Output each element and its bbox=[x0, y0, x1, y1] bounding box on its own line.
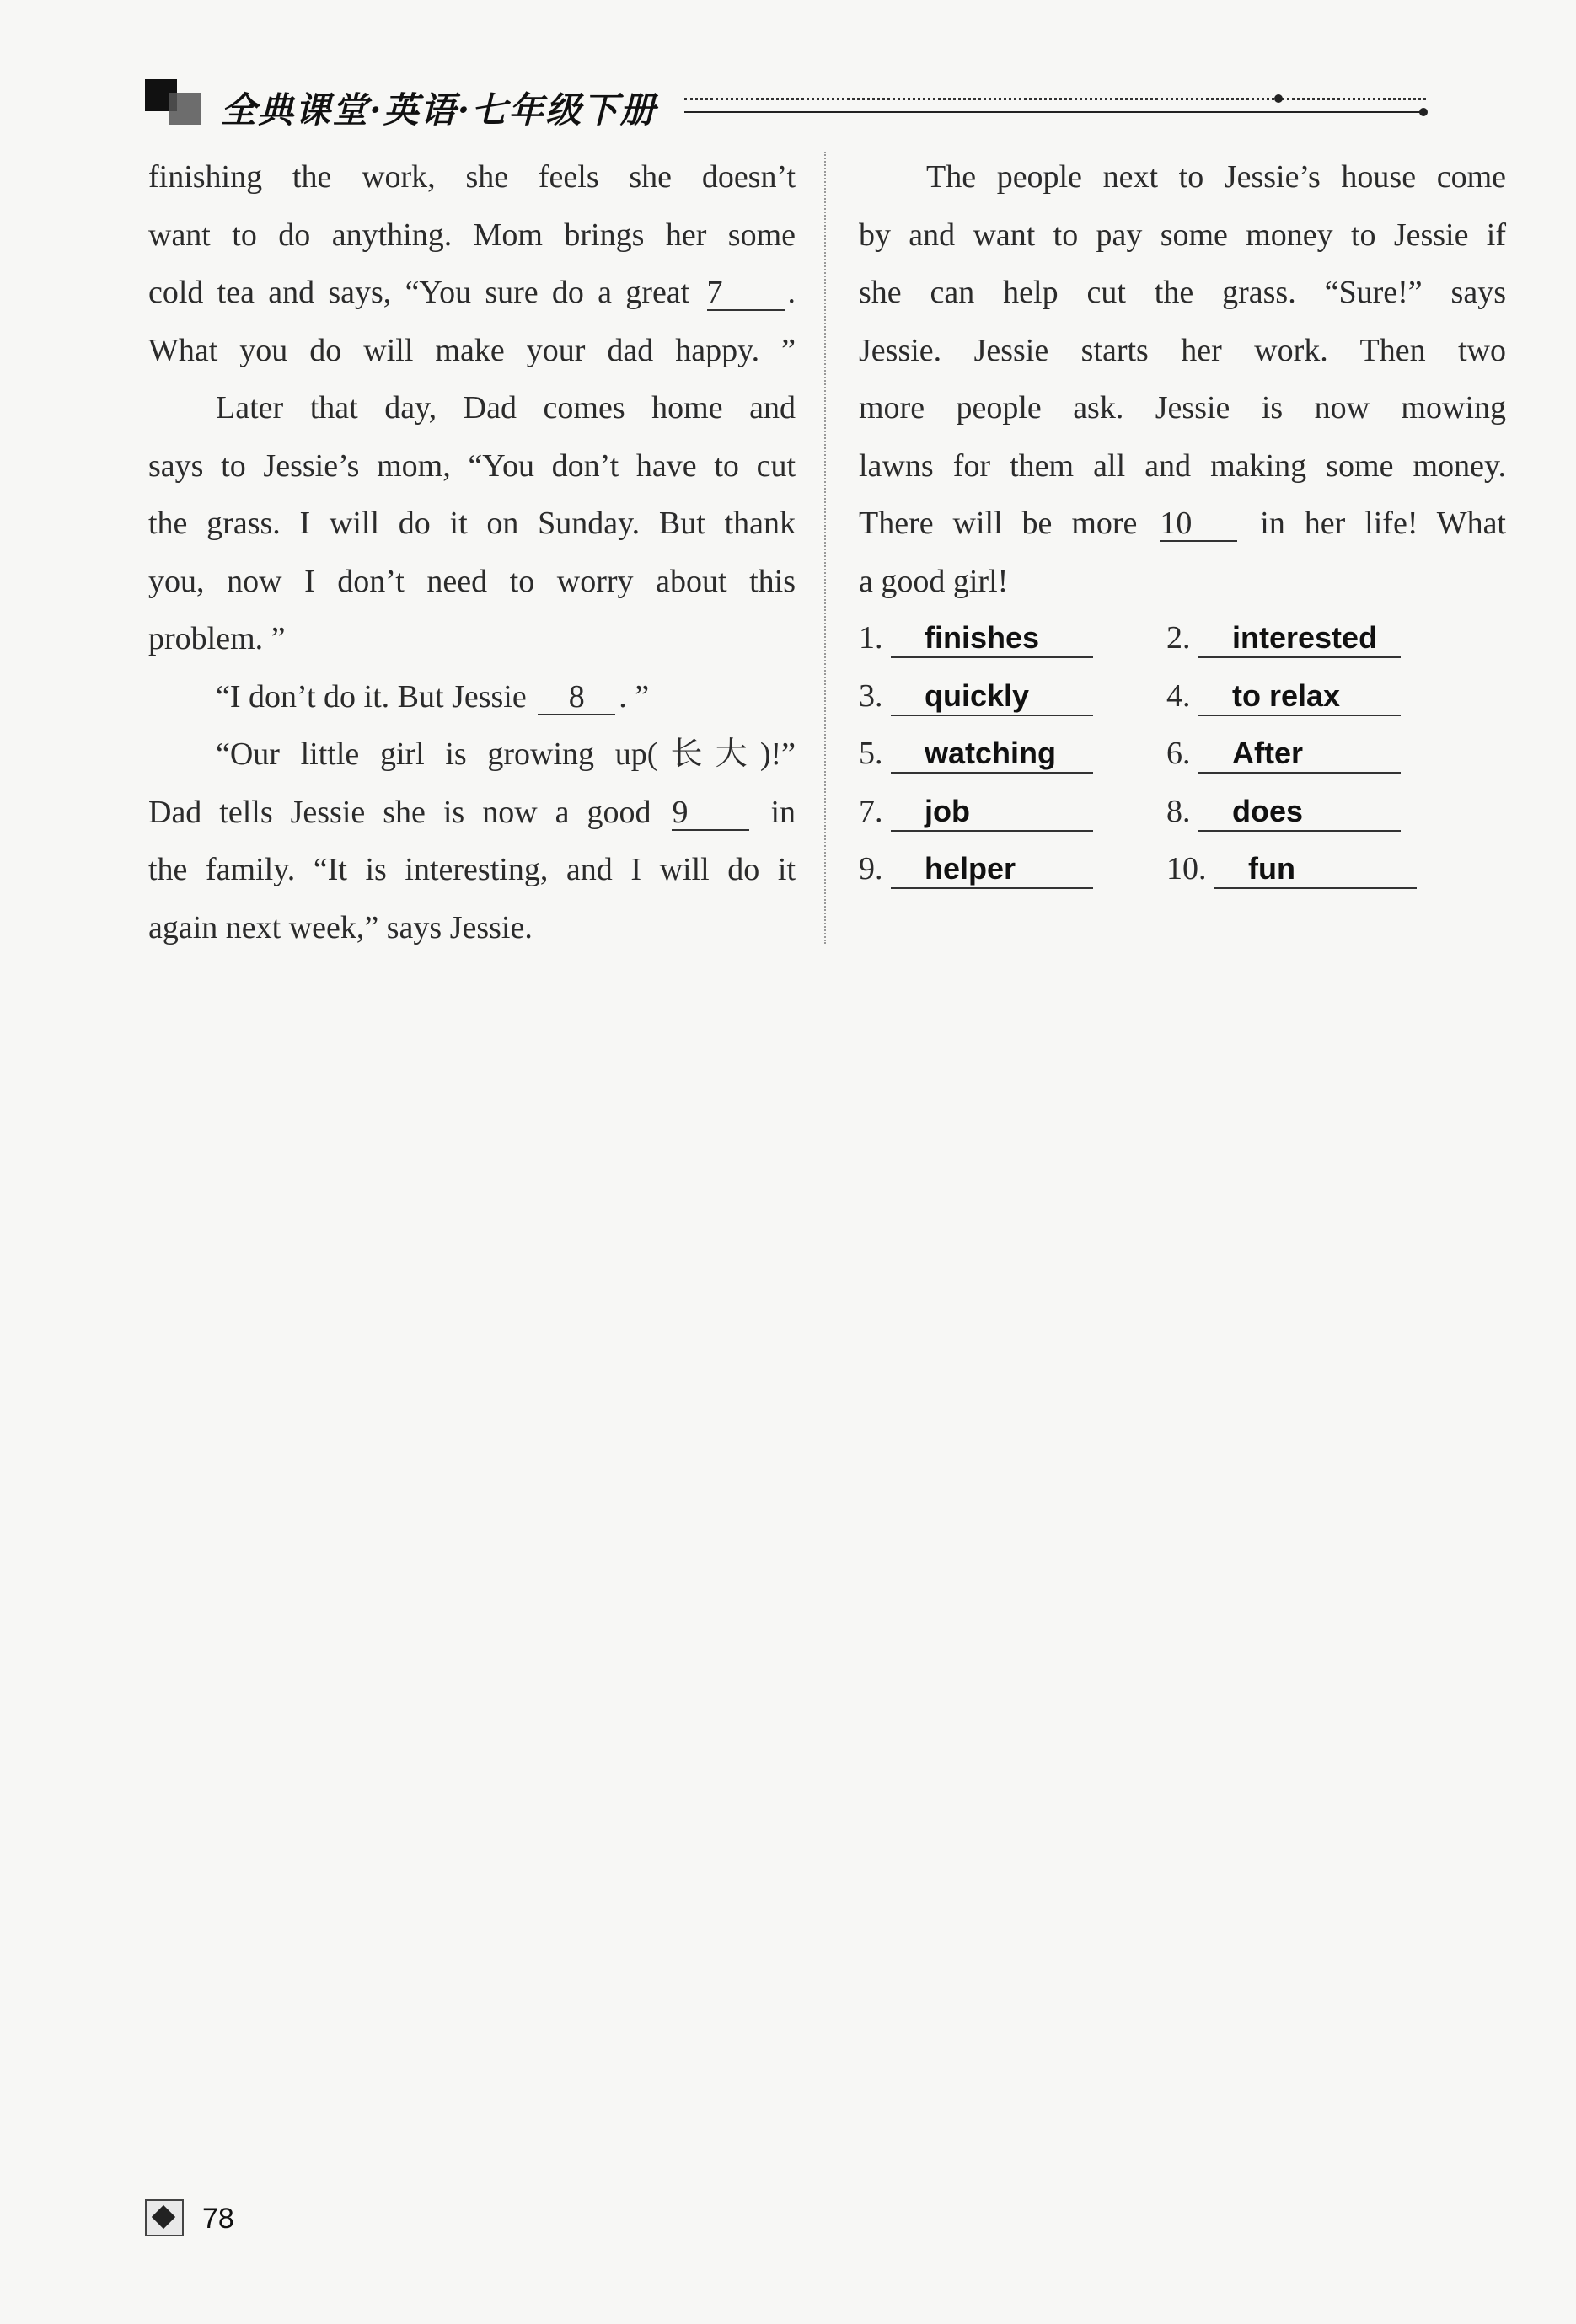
answer-row bbox=[859, 840, 1533, 898]
text-line: she can help cut the grass. “Sure!” says bbox=[859, 275, 1506, 310]
answer-text: finishes bbox=[891, 619, 1093, 658]
blank-9: 9 bbox=[672, 795, 749, 831]
text-line: What you do will make your dad happy. ” bbox=[148, 332, 796, 368]
answer-row bbox=[859, 725, 1533, 783]
text-line: a good girl! bbox=[859, 563, 1009, 599]
right-text-column bbox=[859, 148, 1506, 610]
text-line: “Our little girl is growing up(长大)!” bbox=[216, 736, 796, 772]
text-line: finishing the work, she feels she doesn’t bbox=[148, 159, 796, 195]
text-line: want to do anything. Mom brings her some bbox=[148, 217, 796, 253]
header-solid-rule bbox=[684, 111, 1426, 113]
text-line: you, now I don’t need to worry about this bbox=[148, 563, 796, 599]
page-header bbox=[145, 78, 1426, 137]
text-line: The people next to Jessie’s house come bbox=[926, 159, 1506, 195]
answer-item: 8. does bbox=[1166, 783, 1401, 841]
answer-item: 10. fun bbox=[1166, 840, 1417, 898]
answer-text: fun bbox=[1214, 850, 1417, 889]
answer-text: watching bbox=[891, 735, 1093, 774]
text-line-with-blank: Dad tells Jessie she is now a good 9 in bbox=[148, 794, 796, 830]
text-line-with-blank: “I don’t do it. But Jessie 8 . ” bbox=[216, 678, 650, 715]
header-dot-icon bbox=[1274, 94, 1283, 103]
diamond-icon bbox=[145, 2199, 184, 2236]
blank-10: 10 bbox=[1160, 506, 1237, 542]
answer-text: helper bbox=[891, 850, 1093, 889]
answer-text: interested bbox=[1198, 619, 1401, 658]
answer-text: quickly bbox=[891, 677, 1093, 716]
answer-text: job bbox=[891, 793, 1093, 832]
header-logo-shadow-icon bbox=[169, 93, 201, 125]
answer-list bbox=[859, 609, 1533, 898]
answer-item: 1. finishes bbox=[859, 609, 1093, 667]
blank-8: 8 bbox=[538, 680, 615, 715]
answer-text: After bbox=[1198, 735, 1401, 774]
left-text-column bbox=[148, 148, 796, 956]
answer-item: 3. quickly bbox=[859, 667, 1093, 726]
text-line: problem. ” bbox=[148, 621, 286, 656]
answer-row bbox=[859, 609, 1533, 667]
column-divider bbox=[824, 152, 826, 944]
answer-item: 9. helper bbox=[859, 840, 1093, 898]
answer-item: 2. interested bbox=[1166, 609, 1401, 667]
answer-item: 4. to relax bbox=[1166, 667, 1401, 726]
answer-item: 6. After bbox=[1166, 725, 1401, 783]
text-line: Jessie. Jessie starts her work. Then two bbox=[859, 332, 1506, 368]
answer-text: to relax bbox=[1198, 677, 1401, 716]
answer-item: 5. watching bbox=[859, 725, 1093, 783]
text-line: the grass. I will do it on Sunday. But thank bbox=[148, 506, 796, 541]
header-dot-icon bbox=[1419, 108, 1428, 116]
answer-text: does bbox=[1198, 793, 1401, 832]
text-line-with-blank: cold tea and says, “You sure do a great 7 . bbox=[148, 275, 796, 310]
text-line: Later that day, Dad comes home and bbox=[216, 390, 796, 426]
answer-item: 7. job bbox=[859, 783, 1093, 841]
text-line: by and want to pay some money to Jessie if bbox=[859, 217, 1506, 253]
text-line: more people ask. Jessie is now mowing bbox=[859, 390, 1506, 426]
blank-7: 7 bbox=[707, 276, 785, 311]
text-line-with-blank: There will be more 10 in her life! What bbox=[859, 506, 1506, 541]
text-line: the family. “It is interesting, and I will do it bbox=[148, 852, 796, 887]
answer-row bbox=[859, 667, 1533, 726]
text-line: says to Jessie’s mom, “You don’t have to cut bbox=[148, 447, 796, 484]
answer-row bbox=[859, 783, 1533, 841]
text-line: again next week,” says Jessie. bbox=[148, 909, 533, 945]
header-title: 全典课堂·英语·七年级下册 bbox=[221, 89, 657, 131]
header-dotted-rule bbox=[684, 98, 1426, 102]
page-number: 78 bbox=[202, 2203, 234, 2235]
text-line: lawns for them all and making some money. bbox=[859, 447, 1506, 484]
